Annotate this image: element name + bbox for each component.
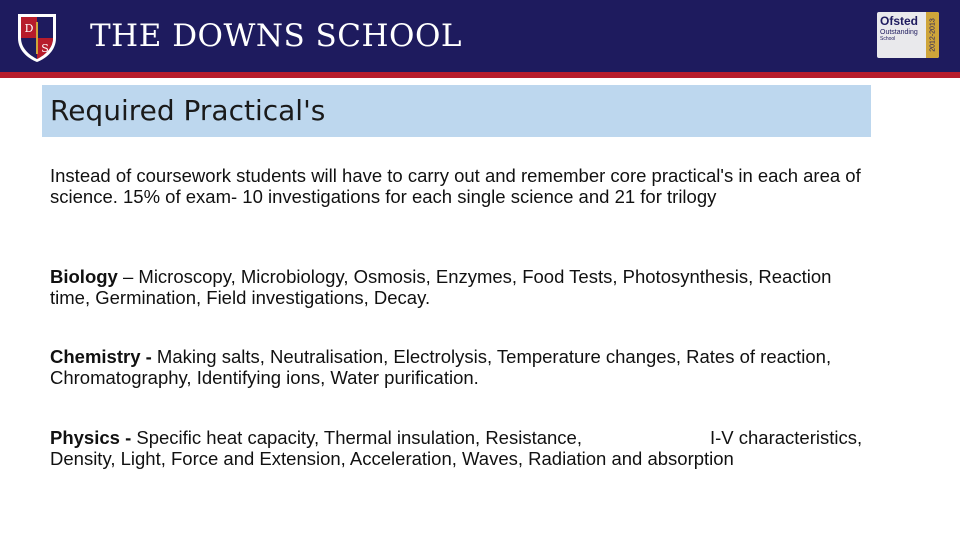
physics-text-b: I-V characteristics, Density, Light, Force and Extension, Acceleration, Waves, Radiation and absorption — [50, 427, 863, 469]
ofsted-years-strip — [926, 12, 939, 58]
slide-title-bar — [42, 85, 871, 137]
header-red-stripe — [0, 72, 960, 78]
svg-text:S: S — [41, 42, 49, 55]
ofsted-badge — [877, 12, 939, 58]
intro-paragraph: Instead of coursework students will have to carry out and remember core practical's in each area of science. 15% of exam- 10 investigations for each single science and 21 for trilogy — [50, 165, 861, 207]
school-crest-logo — [10, 10, 64, 64]
physics-label: Physics - — [50, 427, 132, 448]
physics-text-a: Specific heat capacity, Thermal insulation, Resistance, — [131, 427, 582, 448]
biology-paragraph — [50, 267, 870, 308]
slide-title: Required Practical's — [50, 94, 326, 127]
svg-text:D: D — [24, 22, 34, 35]
biology-text: – Microscopy, Microbiology, Osmosis, Enzymes, Food Tests, Photosynthesis, Reaction time, Germination, Field investigations, Decay. — [50, 266, 832, 308]
biology-label: Biology — [50, 266, 118, 287]
school-header — [0, 0, 960, 78]
school-name: THE DOWNS SCHOOL — [90, 18, 462, 54]
ofsted-years: 2012-2013 — [929, 18, 936, 52]
chemistry-paragraph — [50, 347, 870, 388]
ofsted-subtitle: Outstanding — [880, 29, 918, 36]
physics-paragraph — [50, 428, 870, 469]
ofsted-school-label: School — [880, 36, 896, 42]
ofsted-title: Ofsted — [880, 14, 919, 28]
chemistry-label: Chemistry - — [50, 346, 152, 367]
chemistry-text: Making salts, Neutralisation, Electrolysis, Temperature changes, Rates of reaction, Chromatography, Identifying ions, Water purification. — [50, 346, 832, 388]
